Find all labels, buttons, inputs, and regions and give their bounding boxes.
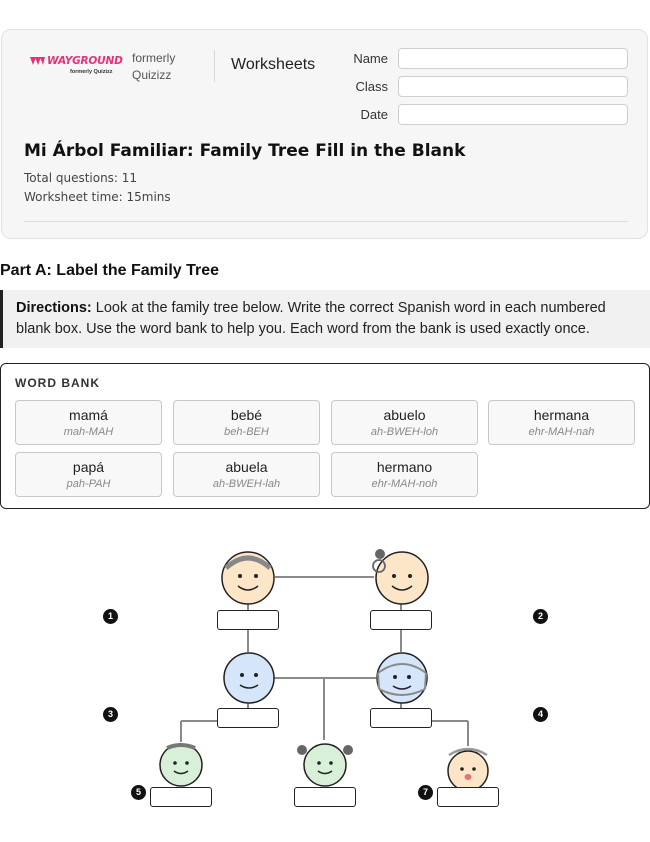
sister-face-icon: [294, 738, 356, 788]
date-label: Date: [360, 107, 388, 122]
header-divider: [214, 50, 215, 82]
word-card-papa: [15, 452, 162, 497]
number-badge-1: 1: [103, 609, 118, 624]
word: mamá: [69, 407, 108, 423]
section-label: Worksheets: [231, 56, 316, 73]
pronunciation: ah-BWEH-lah: [212, 478, 281, 490]
pronunciation: ah-BWEH-loh: [370, 426, 439, 438]
grandfather-face-icon: [220, 550, 276, 606]
class-label: Class: [355, 79, 388, 94]
number-badge-5: 5: [131, 785, 146, 800]
word: abuelo: [383, 407, 426, 423]
blank-box-6[interactable]: [294, 787, 356, 807]
name-label: Name: [353, 51, 388, 66]
directions-text: Look at the family tree below. Write the correct Spanish word in each numbered blank box. Use the word bank to help you. Each word from the bank is used exactly once.: [16, 300, 606, 337]
word: hermano: [376, 459, 433, 475]
blank-box-7[interactable]: [437, 787, 499, 807]
worksheet-header: [1, 29, 648, 239]
grandmother-face-icon: [370, 546, 432, 608]
part-a-title: Part A: Label the Family Tree: [0, 262, 220, 279]
word: bebé: [230, 407, 263, 423]
word-card-abuela: [173, 452, 320, 497]
header-bottom-divider: [24, 221, 628, 222]
date-field[interactable]: [398, 104, 628, 125]
number-badge-2: 2: [533, 609, 548, 624]
blank-box-2[interactable]: [370, 610, 432, 630]
worksheet-time: Worksheet time: 15mins: [24, 190, 171, 204]
pronunciation: pah-PAH: [66, 478, 111, 490]
formerly-label: formerly Quizizz: [132, 51, 176, 82]
word: hermana: [533, 407, 590, 423]
number-badge-3: 3: [103, 707, 118, 722]
pronunciation: ehr-MAH-nah: [528, 426, 595, 438]
word-card-abuelo: [331, 400, 478, 445]
word-card-hermana: [488, 400, 635, 445]
number-badge-4: 4: [533, 707, 548, 722]
word: abuela: [225, 459, 268, 475]
blank-box-4[interactable]: [370, 708, 432, 728]
logo-mark-icon: [29, 56, 45, 66]
logo-subtext: formerly Quizizz: [70, 69, 113, 75]
word-card-mama: [15, 400, 162, 445]
logo-text: WAYGROUND: [47, 55, 123, 67]
pronunciation: beh-BEH: [224, 426, 269, 438]
blank-box-3[interactable]: [217, 708, 279, 728]
number-badge-7: 7: [418, 785, 433, 800]
baby-face-icon: [443, 745, 493, 791]
pronunciation: ehr-MAH-noh: [371, 478, 438, 490]
class-field[interactable]: [398, 76, 628, 97]
father-face-icon: [222, 651, 276, 705]
directions-box: [0, 290, 650, 348]
word-bank-title: WORD BANK: [15, 376, 100, 390]
family-tree: [0, 530, 650, 820]
word-card-hermano: [331, 452, 478, 497]
pronunciation: mah-MAH: [63, 426, 114, 438]
brother-face-icon: [158, 742, 204, 788]
wayground-logo: [29, 54, 123, 78]
name-field[interactable]: [398, 48, 628, 69]
total-questions: Total questions: 11: [24, 171, 138, 185]
mother-face-icon: [374, 651, 430, 705]
worksheet-title: Mi Árbol Familiar: Family Tree Fill in the Blank: [24, 141, 466, 161]
blank-box-5[interactable]: [150, 787, 212, 807]
word-card-bebe: [173, 400, 320, 445]
word: papá: [72, 459, 105, 475]
directions-label: Directions:: [16, 300, 92, 316]
word-bank: [0, 363, 650, 509]
blank-box-1[interactable]: [217, 610, 279, 630]
